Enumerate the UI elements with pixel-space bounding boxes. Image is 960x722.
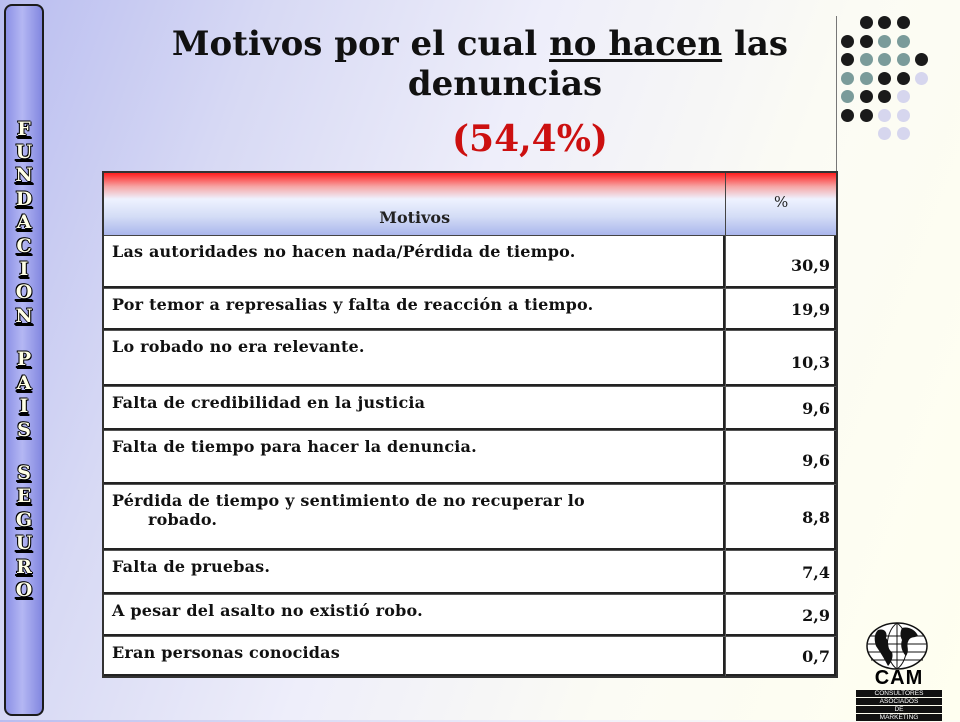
row-motivo: A pesar del asalto no existió robo. [103, 595, 726, 637]
banner-letter: A [16, 211, 32, 234]
cam-line: CONSULTORES [856, 690, 942, 697]
title-part2: las [733, 24, 789, 64]
table-row [103, 236, 837, 289]
decorative-dot [878, 16, 891, 29]
divider-line [836, 16, 837, 176]
title-line2: denuncias [407, 64, 603, 104]
banner-letter: U [15, 532, 33, 555]
row-valor: 0,7 [726, 637, 837, 677]
banner-letter: A [16, 371, 32, 394]
decorative-dot [841, 35, 854, 48]
banner-letter: D [15, 187, 33, 210]
decorative-dot [860, 53, 873, 66]
table-row [103, 595, 837, 637]
decorative-dot [841, 90, 854, 103]
row-motivo: Eran personas conocidas [103, 637, 726, 677]
row-valor: 7,4 [726, 551, 837, 595]
row-motivo: Por temor a represalias y falta de reacción a tiempo. [103, 289, 726, 331]
decorative-dot [860, 72, 873, 85]
page-title [120, 24, 840, 104]
cam-line: DE [856, 706, 942, 713]
decorative-dot [897, 35, 910, 48]
banner-letter: U [15, 141, 33, 164]
cam-subtitle [856, 690, 942, 722]
motivos-table [102, 171, 838, 678]
decorative-dot [915, 53, 928, 66]
decorative-dot [860, 16, 873, 29]
row-motivo [103, 485, 726, 551]
title-underlined: no hacen [549, 24, 723, 64]
title-part1: Motivos por el cual [171, 24, 538, 64]
percentage-subtitle: (54,4%) [452, 118, 608, 160]
banner-letter: O [15, 281, 33, 304]
banner-letter: I [19, 395, 29, 418]
row-motivo-line2: robado. [148, 510, 218, 529]
table-row [103, 387, 837, 431]
table-row [103, 637, 837, 677]
table-row [103, 485, 837, 551]
row-motivo: Lo robado no era relevante. [103, 331, 726, 387]
banner-letter: O [15, 578, 33, 601]
decorative-dot [897, 90, 910, 103]
banner-letter: P [16, 348, 32, 371]
decorative-dot [860, 35, 873, 48]
row-motivo: Las autoridades no hacen nada/Pérdida de tiempo. [103, 236, 726, 289]
row-valor: 9,6 [726, 431, 837, 485]
row-motivo: Falta de credibilidad en la justicia [103, 387, 726, 431]
decorative-dot [897, 72, 910, 85]
decorative-dot [841, 72, 854, 85]
banner-letter: F [17, 117, 31, 140]
decorative-dot [878, 127, 891, 140]
table-row [103, 551, 837, 595]
banner-letter: G [15, 508, 33, 531]
decorative-dot [897, 109, 910, 122]
globe-icon [866, 622, 928, 670]
decorative-dot [878, 90, 891, 103]
row-valor: 8,8 [726, 485, 837, 551]
header-percent: % [726, 172, 837, 236]
decorative-dot [915, 72, 928, 85]
decorative-dot [878, 35, 891, 48]
decorative-dot [897, 53, 910, 66]
decorative-dots [841, 12, 951, 157]
cam-logo [852, 622, 946, 721]
row-motivo: Falta de pruebas. [103, 551, 726, 595]
row-valor: 9,6 [726, 387, 837, 431]
row-motivo: Falta de tiempo para hacer la denuncia. [103, 431, 726, 485]
vertical-banner [4, 4, 44, 716]
decorative-dot [860, 90, 873, 103]
banner-letter: N [15, 164, 33, 187]
decorative-dot [878, 109, 891, 122]
decorative-dot [897, 127, 910, 140]
decorative-dot [878, 72, 891, 85]
banner-letter: C [16, 234, 32, 257]
banner-letter: R [16, 555, 32, 578]
row-valor: 30,9 [726, 236, 837, 289]
table-row [103, 331, 837, 387]
cam-line: ASOCIADOS [856, 698, 942, 705]
row-valor: 19,9 [726, 289, 837, 331]
table-row [103, 289, 837, 331]
decorative-dot [897, 16, 910, 29]
table-row [103, 431, 837, 485]
banner-letter: S [17, 461, 31, 484]
decorative-dot [841, 53, 854, 66]
header-motivos: Motivos [103, 172, 726, 236]
banner-letter: S [17, 418, 31, 441]
cam-wordmark: CAM [874, 667, 924, 689]
banner-letter: I [19, 258, 29, 281]
cam-line: MARKETING [856, 714, 942, 721]
banner-letter: N [15, 304, 33, 327]
decorative-dot [841, 109, 854, 122]
decorative-dot [878, 53, 891, 66]
row-valor: 10,3 [726, 331, 837, 387]
decorative-dot [860, 109, 873, 122]
row-valor: 2,9 [726, 595, 837, 637]
table-header-row [103, 172, 837, 236]
banner-letter: E [16, 485, 32, 508]
row-motivo-line1: Pérdida de tiempo y sentimiento de no recuperar lo [112, 491, 585, 510]
